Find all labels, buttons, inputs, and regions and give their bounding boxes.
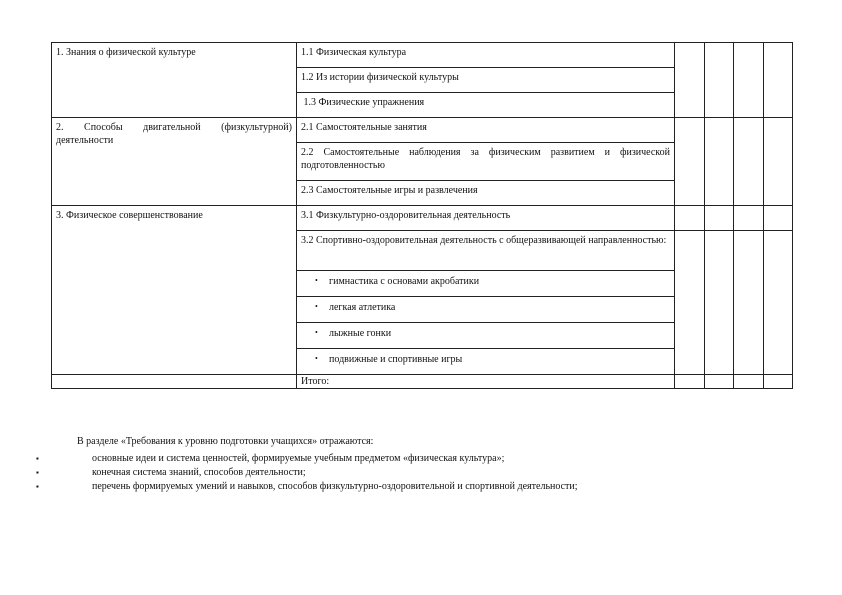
requirements-heading: В разделе «Требования к уровню подготовки учащихся» отражаются:	[77, 436, 374, 447]
hours-cell	[675, 43, 705, 118]
table-row	[52, 43, 793, 68]
section-cell: 2. Способы двигательной (физкультурной) деятельности	[52, 118, 297, 206]
list-item	[297, 271, 675, 297]
curriculum-table	[51, 42, 793, 389]
hours-cell	[704, 118, 734, 206]
hours-cell	[734, 231, 764, 375]
topic-cell: 1.2 Из истории физической культуры	[297, 68, 675, 93]
topic-text: подвижные и спортивные игры	[329, 354, 463, 365]
bullet-icon: •	[315, 276, 318, 285]
requirement-text: перечень формируемых умений и навыков, способов физкультурно-оздоровительной и спортивной деятельности;	[92, 481, 578, 492]
requirement-text: конечная система знаний, способов деятельности;	[92, 467, 306, 478]
hours-cell	[704, 375, 734, 389]
topic-cell: 3.2 Спортивно-оздоровительная деятельность с общеразвивающей направленностью:	[297, 231, 675, 271]
section-cell: 3. Физическое совершенствование	[52, 206, 297, 375]
hours-cell	[734, 375, 764, 389]
square-bullet-icon: ▪	[36, 468, 39, 477]
empty-cell	[52, 375, 297, 389]
topic-cell: 1.3 Физические упражнения	[297, 93, 675, 118]
hours-cell	[763, 375, 793, 389]
table-row-total	[52, 375, 793, 389]
list-item	[297, 297, 675, 323]
hours-cell	[704, 206, 734, 231]
list-item	[297, 349, 675, 375]
table-row	[52, 206, 793, 231]
square-bullet-icon: ▪	[36, 454, 39, 463]
hours-cell	[763, 231, 793, 375]
topic-text: гимнастика с основами акробатики	[329, 276, 480, 287]
topic-text: лыжные гонки	[329, 328, 392, 339]
bullet-icon: •	[315, 302, 318, 311]
topic-text: легкая атлетика	[329, 302, 396, 313]
hours-cell	[675, 206, 705, 231]
square-bullet-icon: ▪	[36, 482, 39, 491]
total-label: Итого:	[297, 375, 675, 389]
topic-cell: 2.3 Самостоятельные игры и развлечения	[297, 181, 675, 206]
hours-cell	[704, 43, 734, 118]
hours-cell	[734, 206, 764, 231]
requirement-text: основные идеи и система ценностей, формируемые учебным предметом «физическая культура»;	[92, 453, 505, 464]
section-cell: 1. Знания о физической культуре	[52, 43, 297, 118]
topic-cell: 1.1 Физическая культура	[297, 43, 675, 68]
hours-cell	[675, 118, 705, 206]
topic-cell: 2.1 Самостоятельные занятия	[297, 118, 675, 143]
hours-cell	[763, 43, 793, 118]
hours-cell	[763, 206, 793, 231]
hours-cell	[675, 375, 705, 389]
hours-cell	[734, 118, 764, 206]
topic-cell: 3.1 Физкультурно-оздоровительная деятельность	[297, 206, 675, 231]
hours-cell	[675, 231, 705, 375]
table-row	[52, 118, 793, 143]
list-item	[297, 323, 675, 349]
hours-cell	[734, 43, 764, 118]
bullet-icon: •	[315, 354, 318, 363]
hours-cell	[763, 118, 793, 206]
hours-cell	[704, 231, 734, 375]
bullet-icon: •	[315, 328, 318, 337]
topic-cell: 2.2 Самостоятельные наблюдения за физическим развитием и физической подготовленностью	[297, 143, 675, 181]
